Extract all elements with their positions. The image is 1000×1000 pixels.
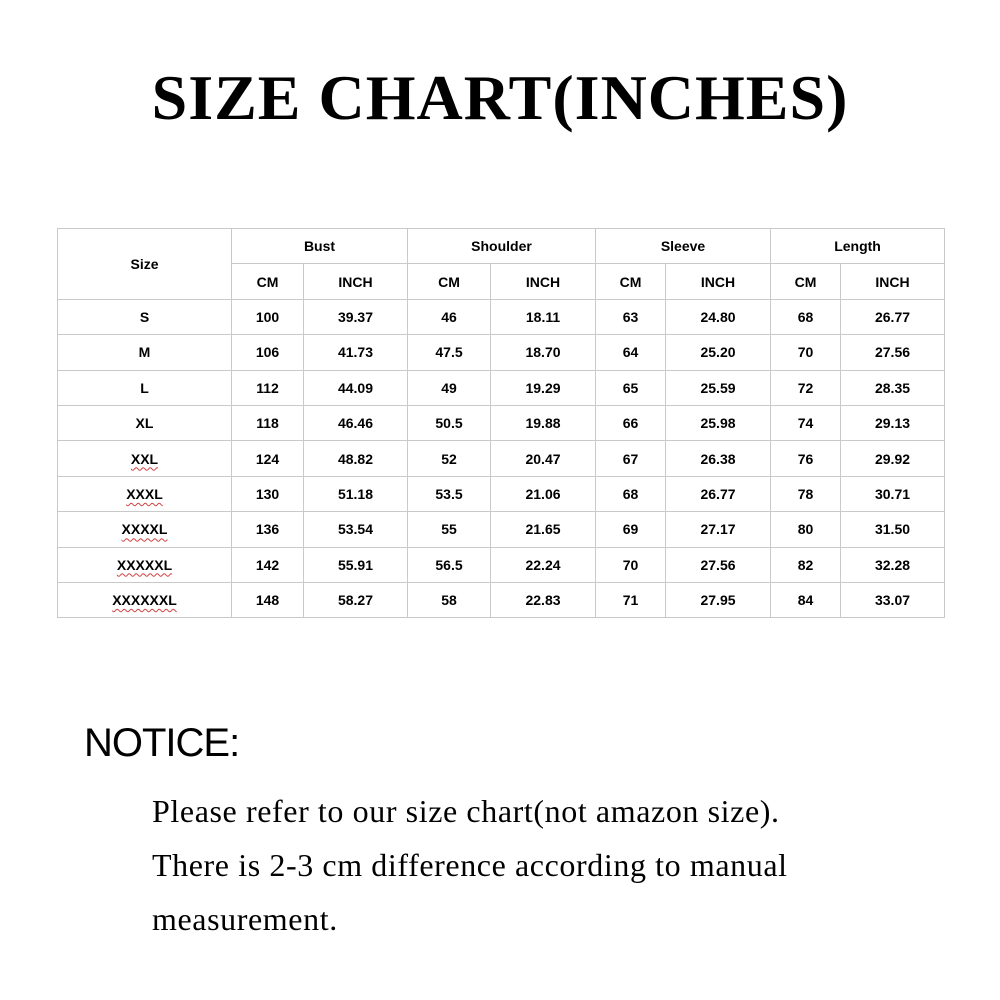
measurement-cell: 18.11 [491,299,596,334]
measurement-cell: 49 [408,370,491,405]
measurement-cell: 53.5 [408,476,491,511]
measurement-cell: 22.24 [491,547,596,582]
size-cell [58,299,232,334]
measurement-cell: 25.98 [666,405,771,440]
measurement-cell: 55.91 [304,547,408,582]
measurement-cell: 27.95 [666,582,771,617]
measurement-cell: 55 [408,512,491,547]
measurement-cell: 19.88 [491,405,596,440]
measurement-cell: 118 [232,405,304,440]
size-label: XXXXXL [116,556,173,573]
measurement-cell: 51.18 [304,476,408,511]
measurement-cell: 21.06 [491,476,596,511]
measurement-cell: 70 [596,547,666,582]
notice-line: Please refer to our size chart(not amazon size). [152,793,780,829]
measurement-cell: 69 [596,512,666,547]
measurement-cell: 53.54 [304,512,408,547]
size-cell [58,582,232,617]
measurement-cell: 27.56 [666,547,771,582]
unit-header-inch: INCH [841,264,945,299]
measurement-cell: 19.29 [491,370,596,405]
measurement-cell: 142 [232,547,304,582]
measurement-cell: 71 [596,582,666,617]
measurement-cell: 26.77 [841,299,945,334]
table-row [58,547,945,582]
size-cell [58,547,232,582]
unit-header-inch: INCH [304,264,408,299]
measurement-cell: 26.77 [666,476,771,511]
measurement-cell: 21.65 [491,512,596,547]
size-label: S [139,308,150,325]
table-row [58,335,945,370]
measurement-cell: 72 [771,370,841,405]
table-row [58,476,945,511]
notice-body [152,784,942,946]
measurement-cell: 58.27 [304,582,408,617]
measurement-cell: 84 [771,582,841,617]
size-label: XXXXL [121,521,168,538]
measurement-cell: 80 [771,512,841,547]
size-label: XL [135,415,154,432]
size-label: XXXL [126,485,163,502]
measurement-cell: 33.07 [841,582,945,617]
measurement-cell: 47.5 [408,335,491,370]
size-label: XXL [130,450,159,467]
measurement-cell: 31.50 [841,512,945,547]
size-cell [58,405,232,440]
table-row [58,582,945,617]
size-label: M [138,344,151,361]
shoulder-header: Shoulder [408,229,596,264]
measurement-cell: 39.37 [304,299,408,334]
measurement-cell: 67 [596,441,666,476]
size-label: XXXXXXL [112,592,177,609]
measurement-cell: 56.5 [408,547,491,582]
size-cell [58,476,232,511]
measurement-cell: 68 [771,299,841,334]
notice-heading: NOTICE: [84,721,240,765]
size-cell [58,370,232,405]
sleeve-header: Sleeve [596,229,771,264]
measurement-cell: 20.47 [491,441,596,476]
measurement-cell: 100 [232,299,304,334]
measurement-cell: 29.13 [841,405,945,440]
measurement-cell: 58 [408,582,491,617]
measurement-cell: 24.80 [666,299,771,334]
page-title: SIZE CHART(INCHES) [151,62,849,133]
measurement-cell: 136 [232,512,304,547]
measurement-cell: 70 [771,335,841,370]
measurement-cell: 130 [232,476,304,511]
table-row [58,441,945,476]
measurement-cell: 46.46 [304,405,408,440]
notice-line: measurement. [152,901,338,937]
measurement-cell: 18.70 [491,335,596,370]
size-chart-table [57,228,945,618]
measurement-cell: 46 [408,299,491,334]
measurement-cell: 74 [771,405,841,440]
length-header: Length [771,229,945,264]
measurement-cell: 124 [232,441,304,476]
unit-header-cm: CM [408,264,491,299]
measurement-cell: 44.09 [304,370,408,405]
measurement-cell: 22.83 [491,582,596,617]
measurement-cell: 28.35 [841,370,945,405]
measurement-cell: 66 [596,405,666,440]
measurement-cell: 148 [232,582,304,617]
measurement-cell: 27.17 [666,512,771,547]
unit-header-inch: INCH [666,264,771,299]
measurement-cell: 50.5 [408,405,491,440]
notice-line: There is 2-3 cm difference according to manual [152,847,788,883]
measurement-cell: 30.71 [841,476,945,511]
table-body [58,299,945,618]
measurement-cell: 76 [771,441,841,476]
measurement-cell: 26.38 [666,441,771,476]
size-cell [58,512,232,547]
size-cell [58,441,232,476]
unit-header-cm: CM [232,264,304,299]
size-label: L [140,379,149,396]
size-column-header: Size [58,229,232,300]
measurement-cell: 63 [596,299,666,334]
table-header-group-row [58,229,945,264]
table-row [58,512,945,547]
measurement-cell: 48.82 [304,441,408,476]
unit-header-cm: CM [771,264,841,299]
unit-header-inch: INCH [491,264,596,299]
unit-header-cm: CM [596,264,666,299]
measurement-cell: 29.92 [841,441,945,476]
table-row [58,405,945,440]
measurement-cell: 25.20 [666,335,771,370]
measurement-cell: 41.73 [304,335,408,370]
bust-header: Bust [232,229,408,264]
measurement-cell: 106 [232,335,304,370]
table-row [58,299,945,334]
measurement-cell: 52 [408,441,491,476]
measurement-cell: 65 [596,370,666,405]
measurement-cell: 27.56 [841,335,945,370]
measurement-cell: 32.28 [841,547,945,582]
measurement-cell: 68 [596,476,666,511]
measurement-cell: 82 [771,547,841,582]
measurement-cell: 25.59 [666,370,771,405]
measurement-cell: 64 [596,335,666,370]
size-cell [58,335,232,370]
table-row [58,370,945,405]
measurement-cell: 78 [771,476,841,511]
measurement-cell: 112 [232,370,304,405]
